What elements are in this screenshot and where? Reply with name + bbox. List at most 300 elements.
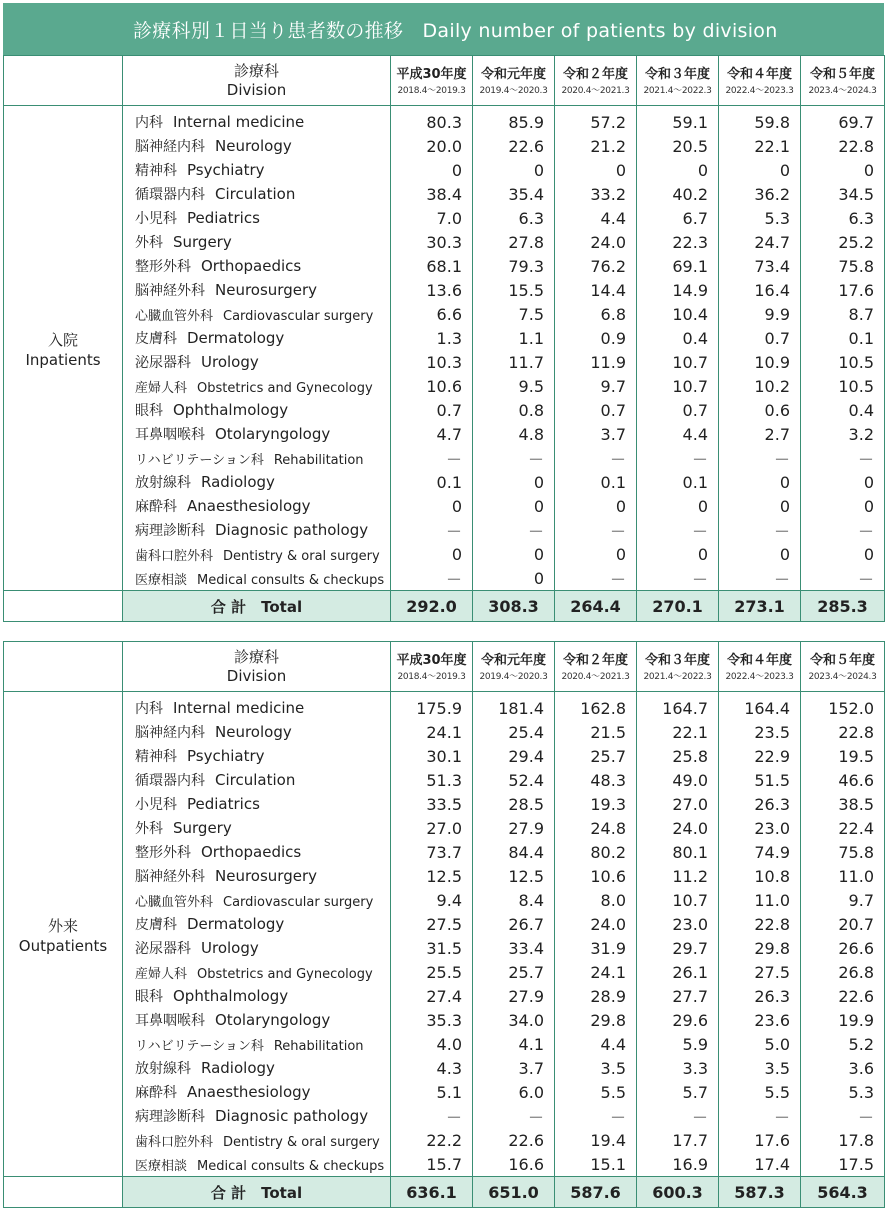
department-jp: 眼科 xyxy=(135,989,163,1005)
total-value: 587.6 xyxy=(555,1177,637,1208)
value-cell: 76.2 xyxy=(555,254,637,278)
table-row xyxy=(4,182,885,206)
department-cell xyxy=(123,1104,391,1128)
value-cell: 1.1 xyxy=(473,326,555,350)
value-cell: 19.9 xyxy=(801,1008,885,1032)
department-en: Orthopaedics xyxy=(201,257,302,275)
value-cell: 9.7 xyxy=(555,374,637,398)
department-jp: 精神科 xyxy=(135,163,177,179)
table-row xyxy=(4,302,885,326)
value-cell: 24.1 xyxy=(555,960,637,984)
value-cell: 12.5 xyxy=(473,864,555,888)
value-cell: 22.2 xyxy=(391,1128,473,1152)
department-jp: 循環器内科 xyxy=(135,187,205,203)
department-en: Urology xyxy=(201,939,259,957)
table-row xyxy=(4,960,885,984)
year-range: 2023.4～2024.3 xyxy=(808,85,877,96)
department-cell xyxy=(123,566,391,591)
year-range: 2019.4～2020.3 xyxy=(479,671,548,682)
value-cell: 27.9 xyxy=(473,816,555,840)
value-cell: 27.7 xyxy=(637,984,719,1008)
table-row xyxy=(4,326,885,350)
department-jp: 泌尿器科 xyxy=(135,355,191,371)
value-cell: 10.7 xyxy=(637,350,719,374)
total-value: 292.0 xyxy=(391,591,473,622)
value-cell: 11.0 xyxy=(719,888,801,912)
department-cell xyxy=(123,720,391,744)
value-cell: 26.3 xyxy=(719,792,801,816)
year-label: 令和３年度 xyxy=(644,66,710,82)
total-value: 600.3 xyxy=(637,1177,719,1208)
department-jp: 内科 xyxy=(135,701,163,717)
value-cell: 0.9 xyxy=(555,326,637,350)
value-cell: 0.7 xyxy=(637,398,719,422)
value-cell: 6.3 xyxy=(473,206,555,230)
value-cell: 0 xyxy=(719,494,801,518)
value-cell: 31.5 xyxy=(391,936,473,960)
value-cell: 0.1 xyxy=(637,470,719,494)
value-cell: － xyxy=(391,1104,473,1128)
table-row xyxy=(4,518,885,542)
page-title xyxy=(3,3,884,55)
table-row xyxy=(4,566,885,591)
value-cell: － xyxy=(473,518,555,542)
value-cell: 59.8 xyxy=(719,106,801,135)
department-en: Circulation xyxy=(215,771,296,789)
value-cell: 181.4 xyxy=(473,692,555,721)
department-en: Medical consults & checkups xyxy=(197,1158,385,1174)
value-cell: 29.8 xyxy=(719,936,801,960)
value-cell: 11.2 xyxy=(637,864,719,888)
year-range: 2020.4～2021.3 xyxy=(561,85,630,96)
value-cell: － xyxy=(637,1104,719,1128)
total-blank xyxy=(4,591,123,622)
department-cell xyxy=(123,816,391,840)
value-cell: 10.5 xyxy=(801,350,885,374)
table-row xyxy=(4,864,885,888)
year-header xyxy=(637,642,719,692)
value-cell: － xyxy=(801,518,885,542)
year-header xyxy=(801,56,885,106)
year-range: 2018.4～2019.3 xyxy=(397,85,466,96)
department-en: Rehabilitation xyxy=(273,452,364,468)
year-header xyxy=(719,56,801,106)
value-cell: 3.6 xyxy=(801,1056,885,1080)
value-cell: 11.9 xyxy=(555,350,637,374)
department-jp: 脳神経外科 xyxy=(135,869,205,885)
department-cell xyxy=(123,446,391,470)
table-row xyxy=(4,206,885,230)
department-jp: 耳鼻咽喉科 xyxy=(135,1013,205,1029)
value-cell: 10.4 xyxy=(637,302,719,326)
value-cell: 0 xyxy=(719,470,801,494)
value-cell: － xyxy=(637,566,719,591)
value-cell: － xyxy=(637,446,719,470)
table-row xyxy=(4,278,885,302)
value-cell: 20.5 xyxy=(637,134,719,158)
value-cell: － xyxy=(555,446,637,470)
section-label-en: Inpatients xyxy=(25,351,101,369)
value-cell: 12.5 xyxy=(391,864,473,888)
value-cell: 33.4 xyxy=(473,936,555,960)
table-row xyxy=(4,470,885,494)
table-row xyxy=(4,542,885,566)
total-row xyxy=(4,1177,885,1208)
department-cell xyxy=(123,350,391,374)
year-range: 2020.4～2021.3 xyxy=(561,671,630,682)
department-cell xyxy=(123,744,391,768)
value-cell: 16.9 xyxy=(637,1152,719,1177)
value-cell: 22.8 xyxy=(719,912,801,936)
value-cell: 0 xyxy=(719,158,801,182)
header-blank xyxy=(4,56,123,106)
department-en: Dentistry & oral surgery xyxy=(223,548,380,564)
department-jp: リハビリテーション科 xyxy=(135,1038,264,1054)
value-cell: 17.6 xyxy=(719,1128,801,1152)
department-en: Otolaryngology xyxy=(215,1011,331,1029)
year-header xyxy=(391,56,473,106)
value-cell: 10.9 xyxy=(719,350,801,374)
value-cell: 11.7 xyxy=(473,350,555,374)
value-cell: 0 xyxy=(637,542,719,566)
value-cell: 0 xyxy=(719,542,801,566)
value-cell: － xyxy=(719,1104,801,1128)
value-cell: － xyxy=(719,518,801,542)
table-row xyxy=(4,422,885,446)
value-cell: － xyxy=(555,566,637,591)
value-cell: 9.7 xyxy=(801,888,885,912)
value-cell: 22.1 xyxy=(719,134,801,158)
table-row xyxy=(4,134,885,158)
value-cell: 4.7 xyxy=(391,422,473,446)
department-cell xyxy=(123,326,391,350)
value-cell: 27.5 xyxy=(719,960,801,984)
value-cell: 0 xyxy=(637,494,719,518)
year-header xyxy=(719,642,801,692)
department-en: Internal medicine xyxy=(173,113,305,131)
value-cell: － xyxy=(391,566,473,591)
value-cell: 0 xyxy=(391,542,473,566)
table-row xyxy=(4,446,885,470)
department-jp: 泌尿器科 xyxy=(135,941,191,957)
value-cell: 17.5 xyxy=(801,1152,885,1177)
value-cell: 34.0 xyxy=(473,1008,555,1032)
department-cell xyxy=(123,768,391,792)
value-cell: 0 xyxy=(473,566,555,591)
value-cell: 27.0 xyxy=(391,816,473,840)
value-cell: － xyxy=(637,518,719,542)
year-header xyxy=(555,56,637,106)
value-cell: 0 xyxy=(637,158,719,182)
table-row xyxy=(4,792,885,816)
value-cell: 25.2 xyxy=(801,230,885,254)
year-range: 2022.4～2023.3 xyxy=(725,671,794,682)
value-cell: 25.7 xyxy=(555,744,637,768)
department-en: Dermatology xyxy=(187,915,285,933)
value-cell: 6.7 xyxy=(637,206,719,230)
total-value: 285.3 xyxy=(801,591,885,622)
department-cell xyxy=(123,158,391,182)
department-en: Cardiovascular surgery xyxy=(223,894,374,910)
value-cell: 17.4 xyxy=(719,1152,801,1177)
division-header-en: Division xyxy=(226,80,287,99)
value-cell: 26.6 xyxy=(801,936,885,960)
value-cell: 8.0 xyxy=(555,888,637,912)
value-cell: 5.3 xyxy=(801,1080,885,1104)
value-cell: 6.6 xyxy=(391,302,473,326)
value-cell: 13.6 xyxy=(391,278,473,302)
year-header xyxy=(801,642,885,692)
value-cell: 10.2 xyxy=(719,374,801,398)
value-cell: 19.5 xyxy=(801,744,885,768)
year-label: 令和５年度 xyxy=(809,66,875,82)
department-cell xyxy=(123,984,391,1008)
value-cell: 19.3 xyxy=(555,792,637,816)
inpatients-table xyxy=(3,55,885,622)
department-cell xyxy=(123,1056,391,1080)
table-row xyxy=(4,1128,885,1152)
value-cell: 164.7 xyxy=(637,692,719,721)
value-cell: 49.0 xyxy=(637,768,719,792)
value-cell: 80.2 xyxy=(555,840,637,864)
table-row xyxy=(4,374,885,398)
value-cell: 25.5 xyxy=(391,960,473,984)
division-header xyxy=(123,642,391,692)
year-range: 2021.4～2022.3 xyxy=(643,671,712,682)
value-cell: 6.3 xyxy=(801,206,885,230)
value-cell: 3.5 xyxy=(719,1056,801,1080)
value-cell: 17.8 xyxy=(801,1128,885,1152)
table-row xyxy=(4,1104,885,1128)
division-header-jp: 診療科 xyxy=(233,647,279,666)
total-value: 264.4 xyxy=(555,591,637,622)
value-cell: 68.1 xyxy=(391,254,473,278)
value-cell: 15.5 xyxy=(473,278,555,302)
value-cell: 0.7 xyxy=(391,398,473,422)
value-cell: 10.5 xyxy=(801,374,885,398)
value-cell: 25.8 xyxy=(637,744,719,768)
value-cell: 9.9 xyxy=(719,302,801,326)
table-row xyxy=(4,912,885,936)
value-cell: 0.8 xyxy=(473,398,555,422)
value-cell: 22.6 xyxy=(473,134,555,158)
department-cell xyxy=(123,422,391,446)
table-row xyxy=(4,1152,885,1177)
department-en: Obstetrics and Gynecology xyxy=(197,966,373,982)
value-cell: 4.4 xyxy=(555,206,637,230)
department-jp: 精神科 xyxy=(135,749,177,765)
value-cell: 4.4 xyxy=(555,1032,637,1056)
total-value: 564.3 xyxy=(801,1177,885,1208)
year-label: 令和２年度 xyxy=(562,652,628,668)
department-jp: 心臓血管外科 xyxy=(135,894,214,910)
table-row xyxy=(4,106,885,135)
value-cell: 0 xyxy=(391,158,473,182)
year-range: 2018.4～2019.3 xyxy=(397,671,466,682)
value-cell: 22.3 xyxy=(637,230,719,254)
department-jp: 眼科 xyxy=(135,403,163,419)
value-cell: 14.9 xyxy=(637,278,719,302)
table-row xyxy=(4,398,885,422)
year-header xyxy=(391,642,473,692)
value-cell: 0 xyxy=(391,494,473,518)
department-jp: 麻酔科 xyxy=(135,499,177,515)
value-cell: 11.0 xyxy=(801,864,885,888)
department-cell xyxy=(123,792,391,816)
table-row xyxy=(4,888,885,912)
value-cell: 0 xyxy=(801,470,885,494)
value-cell: 9.5 xyxy=(473,374,555,398)
value-cell: 10.6 xyxy=(555,864,637,888)
department-cell xyxy=(123,912,391,936)
value-cell: 21.2 xyxy=(555,134,637,158)
department-en: Radiology xyxy=(201,1059,275,1077)
value-cell: 24.0 xyxy=(555,230,637,254)
value-cell: 29.8 xyxy=(555,1008,637,1032)
department-jp: 医療相談 xyxy=(135,1158,188,1174)
department-jp: 皮膚科 xyxy=(135,917,177,933)
year-label: 令和２年度 xyxy=(562,66,628,82)
value-cell: 0 xyxy=(473,542,555,566)
value-cell: 69.7 xyxy=(801,106,885,135)
value-cell: 24.1 xyxy=(391,720,473,744)
value-cell: 28.5 xyxy=(473,792,555,816)
value-cell: 52.4 xyxy=(473,768,555,792)
table-row xyxy=(4,720,885,744)
table-row xyxy=(4,744,885,768)
value-cell: 22.8 xyxy=(801,134,885,158)
value-cell: 17.6 xyxy=(801,278,885,302)
department-cell xyxy=(123,230,391,254)
division-header-jp: 診療科 xyxy=(233,61,279,80)
value-cell: 24.7 xyxy=(719,230,801,254)
department-en: Ophthalmology xyxy=(173,401,289,419)
value-cell: 46.6 xyxy=(801,768,885,792)
value-cell: 162.8 xyxy=(555,692,637,721)
department-jp: 麻酔科 xyxy=(135,1085,177,1101)
department-cell xyxy=(123,374,391,398)
department-cell xyxy=(123,1008,391,1032)
department-cell xyxy=(123,398,391,422)
value-cell: 25.4 xyxy=(473,720,555,744)
department-cell xyxy=(123,134,391,158)
value-cell: 73.4 xyxy=(719,254,801,278)
value-cell: 24.8 xyxy=(555,816,637,840)
value-cell: － xyxy=(555,1104,637,1128)
department-cell xyxy=(123,840,391,864)
value-cell: 0 xyxy=(555,494,637,518)
value-cell: 29.7 xyxy=(637,936,719,960)
value-cell: － xyxy=(801,566,885,591)
value-cell: 152.0 xyxy=(801,692,885,721)
value-cell: 8.4 xyxy=(473,888,555,912)
department-jp: 病理診断科 xyxy=(135,523,205,539)
value-cell: 4.0 xyxy=(391,1032,473,1056)
department-cell xyxy=(123,1032,391,1056)
department-en: Otolaryngology xyxy=(215,425,331,443)
table-row xyxy=(4,494,885,518)
section-label-jp: 入院 xyxy=(47,331,78,349)
department-jp: 小児科 xyxy=(135,211,177,227)
table-row xyxy=(4,816,885,840)
total-value: 270.1 xyxy=(637,591,719,622)
value-cell: 175.9 xyxy=(391,692,473,721)
value-cell: 25.7 xyxy=(473,960,555,984)
department-en: Neurology xyxy=(215,723,292,741)
value-cell: 19.4 xyxy=(555,1128,637,1152)
department-en: Neurosurgery xyxy=(215,281,317,299)
department-jp: 整形外科 xyxy=(135,845,191,861)
value-cell: 23.6 xyxy=(719,1008,801,1032)
value-cell: 0.7 xyxy=(555,398,637,422)
section-label-en: Outpatients xyxy=(18,937,108,955)
department-en: Diagnosic pathology xyxy=(215,1107,369,1125)
value-cell: 8.7 xyxy=(801,302,885,326)
value-cell: 10.7 xyxy=(637,888,719,912)
table-row xyxy=(4,158,885,182)
department-en: Urology xyxy=(201,353,259,371)
department-jp: 産婦人科 xyxy=(135,966,188,982)
department-cell xyxy=(123,278,391,302)
value-cell: 15.1 xyxy=(555,1152,637,1177)
department-cell xyxy=(123,254,391,278)
value-cell: 5.5 xyxy=(719,1080,801,1104)
department-jp: 病理診断科 xyxy=(135,1109,205,1125)
department-jp: 皮膚科 xyxy=(135,331,177,347)
department-jp: 医療相談 xyxy=(135,572,188,588)
value-cell: 0.6 xyxy=(719,398,801,422)
year-range: 2022.4～2023.3 xyxy=(725,85,794,96)
value-cell: 73.7 xyxy=(391,840,473,864)
value-cell: 3.7 xyxy=(555,422,637,446)
value-cell: 57.2 xyxy=(555,106,637,135)
value-cell: 10.6 xyxy=(391,374,473,398)
title-text: 診療科別１日当り患者数の推移 Daily number of patients by division xyxy=(133,19,778,42)
year-label: 平成30年度 xyxy=(396,66,467,82)
department-en: Orthopaedics xyxy=(201,843,302,861)
value-cell: 5.9 xyxy=(637,1032,719,1056)
year-label: 令和４年度 xyxy=(726,652,792,668)
department-en: Pediatrics xyxy=(187,209,260,227)
value-cell: 1.3 xyxy=(391,326,473,350)
value-cell: 22.6 xyxy=(473,1128,555,1152)
department-jp: 耳鼻咽喉科 xyxy=(135,427,205,443)
value-cell: 22.8 xyxy=(801,720,885,744)
total-row xyxy=(4,591,885,622)
value-cell: 33.2 xyxy=(555,182,637,206)
value-cell: 26.7 xyxy=(473,912,555,936)
value-cell: 30.1 xyxy=(391,744,473,768)
department-jp: 放射線科 xyxy=(135,475,191,491)
department-en: Obstetrics and Gynecology xyxy=(197,380,373,396)
value-cell: 6.0 xyxy=(473,1080,555,1104)
year-range: 2021.4～2022.3 xyxy=(643,85,712,96)
total-value: 651.0 xyxy=(473,1177,555,1208)
value-cell: 5.5 xyxy=(555,1080,637,1104)
value-cell: 85.9 xyxy=(473,106,555,135)
department-cell xyxy=(123,1080,391,1104)
value-cell: 0.7 xyxy=(719,326,801,350)
value-cell: － xyxy=(801,1104,885,1128)
department-jp: 歯科口腔外科 xyxy=(135,1134,214,1150)
value-cell: 0 xyxy=(801,494,885,518)
value-cell: 6.8 xyxy=(555,302,637,326)
value-cell: 26.8 xyxy=(801,960,885,984)
department-en: Rehabilitation xyxy=(273,1038,364,1054)
value-cell: 40.2 xyxy=(637,182,719,206)
department-en: Ophthalmology xyxy=(173,987,289,1005)
year-header xyxy=(637,56,719,106)
